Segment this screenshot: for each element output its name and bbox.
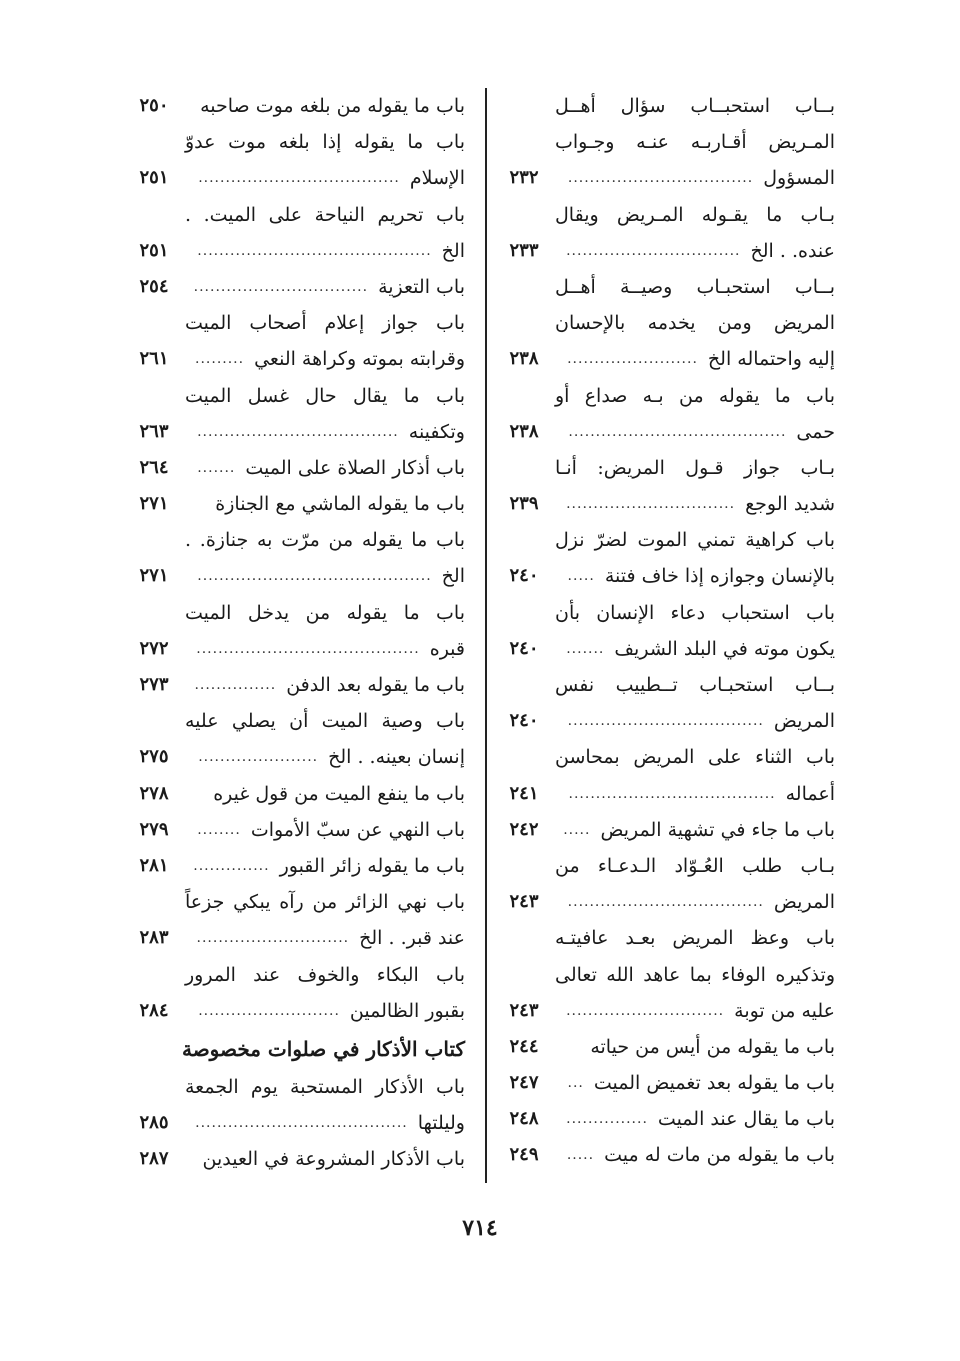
dot-leader: ....... [566,640,605,657]
entry-line [130,631,465,667]
entry-line [500,812,835,848]
index-entry [500,812,835,848]
entry-page-number: ٢٣٩ [509,493,539,515]
index-entry [500,920,835,1029]
entry-title-text: باب البكاء والخوف عند المرور [185,963,465,986]
entry-page-number: ٢٤٩ [509,1144,539,1166]
entry-page-number: ٢٥٤ [139,275,169,297]
index-entry [130,848,465,884]
entry-line [500,269,835,305]
entry-line [500,341,835,377]
index-entry [500,1029,835,1065]
entry-title-text: باب كراهية تمني الموت لضرّ نزل [555,529,835,552]
entry-page-number: ٢٤٠ [509,565,539,587]
entry-page-number: ٢٣٨ [509,348,539,370]
entry-title-text: المريض [773,710,835,733]
left-column [130,88,465,1177]
dot-leader: .................................. [567,170,754,187]
entry-title-text: باب ما يقوله إذا بلغه موت عدوّ [185,131,465,154]
entry-title-text: باب ما يقوله من بـه صداع أو [555,384,835,407]
dot-leader: ....... [197,459,236,476]
entry-title-text: باب وصية الميت أن يصلي عليه [185,710,465,733]
index-entry [130,450,465,486]
dot-leader: ..... [563,821,591,838]
entry-page-number: ٢٤٣ [509,999,539,1021]
entry-page-number: ٢٤٨ [509,1108,539,1130]
entry-line [130,160,465,196]
entry-title-text: باب نهي الزائر من رآه يبكي جزعاً [185,891,465,914]
entry-title-text: باب تحريم النياحة على الميت. . [185,203,465,226]
entry-line [130,414,465,450]
entry-page-number: ٢٤٠ [509,637,539,659]
entry-line [500,124,835,160]
dot-leader: ..................................... [198,170,400,187]
dot-leader: ... [567,1075,584,1092]
entry-line [130,1141,465,1177]
dot-leader: ...................... [198,749,319,766]
entry-title-text: باب التعزية [378,275,465,298]
entry-line [130,884,465,920]
entry-line [500,957,835,993]
index-entry [500,88,835,197]
entry-title-text: وتذكيره الوفاء بما عاهد الله تعالى [555,963,835,986]
entry-line [500,848,835,884]
entry-page-number: ٢٥٠ [139,95,169,116]
entry-line [500,1065,835,1101]
entry-line [500,1101,835,1137]
entry-title-text: أعماله [785,782,835,805]
entry-page-number: ٢٣٢ [509,167,539,189]
entry-page-number: ٢٦١ [139,348,169,370]
dot-leader: ......... [195,351,245,368]
entry-title-text: باب الثناء على المريض بمحاسن [555,746,835,769]
entry-title-text: باب ما جاء في تشهية المريض [600,818,835,841]
entry-page-number: ٢٨٥ [139,1112,169,1134]
index-entry [500,450,835,522]
index-entry [500,1101,835,1137]
dot-leader: ............................ [196,930,350,947]
entry-title-text: المريض ومن يخدمه بالإحسان [555,312,835,335]
entry-line [130,1105,465,1141]
entry-line [500,233,835,269]
entry-page-number: ٢٣٣ [509,239,539,261]
entry-line [500,595,835,631]
entry-page-number: ٢٨١ [139,854,169,876]
entry-line [500,993,835,1029]
dot-leader: .................................... [567,894,764,911]
entry-page-number: ٢٧٨ [139,782,169,804]
index-entry [130,776,465,812]
entry-title-text: إنسان بعينه. . الخ [328,746,465,769]
entry-title-text: عند قبر. . الخ [359,927,465,950]
index-entry [130,124,465,196]
index-entry [130,197,465,269]
entry-page-number: ٢٤٠ [509,710,539,732]
index-entry [500,595,835,667]
entry-line [500,88,835,124]
entry-line [130,341,465,377]
entry-title-text: وتكفينه [408,420,465,443]
dot-leader: ..... [567,568,595,585]
section-heading: كتاب الأذكار في صلوات مخصوصة [181,1036,465,1061]
entry-title-text: باب ما يقوله الماشي مع الجنازة [215,493,465,516]
index-entry [500,1137,835,1173]
entry-title-text: باب ما يقوله من بلغه موت صاحبه [200,95,465,117]
entry-line [130,848,465,884]
entry-title-text: باب ما يقوله من يدخل الميت [185,601,465,624]
dot-leader: ........................ [567,351,698,368]
entry-line [130,88,465,124]
entry-title-text: قبره [429,637,465,660]
entry-title-text: عنده. . الخ [750,239,835,262]
index-entry [130,957,465,1029]
entry-title-text: باب ما يقوله من أيس من حياته [590,1035,835,1058]
entry-title-text: يكون موته في البلد الشريف [614,637,835,660]
index-entry [130,305,465,377]
entry-title-text: بــاب استحبــاب سؤال أهــل [555,95,835,117]
index-entry [500,378,835,450]
entry-line [130,595,465,631]
entry-page-number: ٢٤١ [509,782,539,804]
entry-page-number: ٢٤٤ [509,1035,539,1057]
dot-leader: .......................... [198,1002,340,1019]
entry-line [500,884,835,920]
dot-leader: ........................................ [568,423,787,440]
dot-leader: ........................................... [197,568,432,585]
entry-page-number: ٢٦٣ [139,420,169,442]
page-number: ٧١٤ [462,1215,498,1241]
dot-leader: ............................... [566,496,736,513]
dot-leader: ........ [197,821,241,838]
dot-leader: ................................ [566,242,741,259]
entry-title-text: عليه من توبة [734,999,835,1022]
entry-page-number: ٢٧٢ [139,637,169,659]
entry-title-text: بــاب استحبـاب وصيــة أهــل [555,275,835,298]
column-divider [485,88,487,1183]
entry-title-text: بـاب طلب العُـوّاد الـدعـاء من [555,854,835,877]
entry-title-text: وليلتها [417,1112,465,1135]
entry-line [130,703,465,739]
entry-title-text: باب ما ينفع الميت من قول غيره [213,782,465,805]
entry-line [130,378,465,414]
entry-page-number: ٢٤٣ [509,891,539,913]
entry-line [130,305,465,341]
entry-page-number: ٢٦٤ [139,456,169,478]
entry-line [500,631,835,667]
entry-title-text: وقرابته بموته وكراهة النعي [254,348,465,371]
index-entry [500,197,835,269]
entry-line [130,269,465,305]
index-entry [130,269,465,305]
entry-line [500,414,835,450]
entry-line [130,558,465,594]
entry-line [500,558,835,594]
entry-title-text: شديد الوجع [745,493,835,516]
index-entry [130,522,465,594]
entry-line [500,522,835,558]
entry-title-text: باب النهي عن سبّ الأموات [250,818,465,841]
dot-leader: ............................. [566,1002,725,1019]
dot-leader: .............. [193,857,270,874]
entry-page-number: ٢٨٣ [139,927,169,949]
right-column [500,88,835,1174]
entry-title-text: باب ما يقوله بعد تغميض الميت [593,1072,835,1095]
entry-page-number: ٢٧٩ [139,818,169,840]
entry-page-number: ٢٨٤ [139,999,169,1021]
dot-leader: .................................... [567,713,764,730]
entry-line [500,378,835,414]
entry-line [500,486,835,522]
entry-line [130,124,465,160]
index-entry [130,812,465,848]
index-entry [130,667,465,703]
entry-title-text: المسؤول [763,167,835,190]
dot-leader: ....................................... [195,1115,408,1132]
entry-title-text: باب جواز إعلام أصحاب الميت [185,312,465,335]
index-entry [130,595,465,667]
entry-line [130,667,465,703]
entry-page-number: ٢٧١ [139,493,169,515]
entry-line [500,920,835,956]
entry-title-text: باب أذكار الصلاة على الميت [245,456,465,479]
entry-line [500,739,835,775]
entry-line [130,233,465,269]
entry-line [130,920,465,956]
index-entry [130,884,465,956]
entry-title-text: حمى [796,420,835,443]
entry-page-number: ٢٥١ [139,239,169,261]
entry-line [130,1069,465,1105]
entry-title-text: باب ما يقال حال غسل الميت [185,384,465,407]
entry-line [130,957,465,993]
entry-title-text: الإسلام [409,167,465,190]
entry-title-text: بالإنسان وجوازه إذا خاف فتنة [604,565,835,588]
index-entry [500,848,835,920]
index-entry [500,667,835,739]
entry-title-text: الخ [441,565,465,588]
entry-title-text: بـاب جواز قـول المريض: أنـا [555,456,835,479]
dot-leader: ..... [566,1147,595,1164]
entry-line [500,667,835,703]
entry-line [500,1029,835,1065]
dot-leader: ......................................... [196,640,420,657]
entry-line [500,703,835,739]
entry-title-text: باب الأذكار المستحبة يوم الجمعة [185,1075,465,1098]
index-entry [130,703,465,775]
entry-line [500,776,835,812]
entry-line [130,739,465,775]
entry-title-text: باب استحباب دعاء الإنسان بأن [555,601,835,624]
entry-page-number: ٢٧٥ [139,746,169,768]
dot-leader: ................................ [193,278,369,295]
index-entry [500,739,835,811]
dot-leader: ........................................... [197,242,432,259]
entry-line [130,450,465,486]
entry-title-text: بــاب استحبـاب تــطييب نفس [555,674,835,696]
entry-line [130,486,465,522]
index-entry [500,1065,835,1101]
entry-line [500,160,835,196]
entry-title-text: إليه واحتماله الخ [707,348,835,371]
entry-page-number: ٢٧١ [139,565,169,587]
index-entry [500,269,835,378]
entry-line [130,812,465,848]
entry-title-text: باب ما يقوله من مات له ميت [604,1144,835,1167]
entry-page-number: ٢٥١ [139,167,169,189]
entry-line [130,522,465,558]
entry-page-number: ٢٨٧ [139,1148,169,1170]
entry-line [500,305,835,341]
entry-title-text: بقبور الظالمين [349,999,465,1022]
entry-title-text: باب وعظ المريض بعـد عافيتـه [555,927,835,950]
entry-line [130,197,465,233]
entry-page-number: ٢٤٧ [509,1072,539,1094]
entry-line [500,197,835,233]
entry-title-text: باب ما يقوله من مرّت به جنازة. . [185,529,465,552]
index-entry [130,1069,465,1141]
entry-title-text: المـريض أقـاربـه عنـه وجـواب [555,131,835,154]
entry-page-number: ٢٣٨ [509,420,539,442]
entry-line [130,776,465,812]
entry-title-text: باب ما يقوله زائر القبور [279,854,465,877]
index-entry [130,486,465,522]
entry-title-text: باب الأذكار المشروعة في العيدين [202,1148,465,1171]
entry-line [130,993,465,1029]
entry-page-number: ٢٤٢ [509,818,539,840]
entry-line [500,1137,835,1173]
index-entry [130,1141,465,1177]
entry-title-text: المريض [773,891,835,914]
dot-leader: ..................................... [197,423,399,440]
index-entry [500,522,835,594]
entry-page-number: ٢٧٣ [139,674,169,695]
entry-title-text: بـاب ما يقـوله المـريض ويقال [555,203,835,226]
index-entry [130,378,465,450]
entry-title-text: باب ما يقوله بعد الدفن [286,674,465,696]
dot-leader: ............... [566,1111,648,1128]
dot-leader: ...................................... [568,785,776,802]
entry-line [500,450,835,486]
index-entry [130,88,465,124]
dot-leader: ............... [194,677,277,693]
entry-title-text: باب ما يقال عند الميت [657,1108,835,1131]
entry-title-text: الخ [441,239,465,262]
